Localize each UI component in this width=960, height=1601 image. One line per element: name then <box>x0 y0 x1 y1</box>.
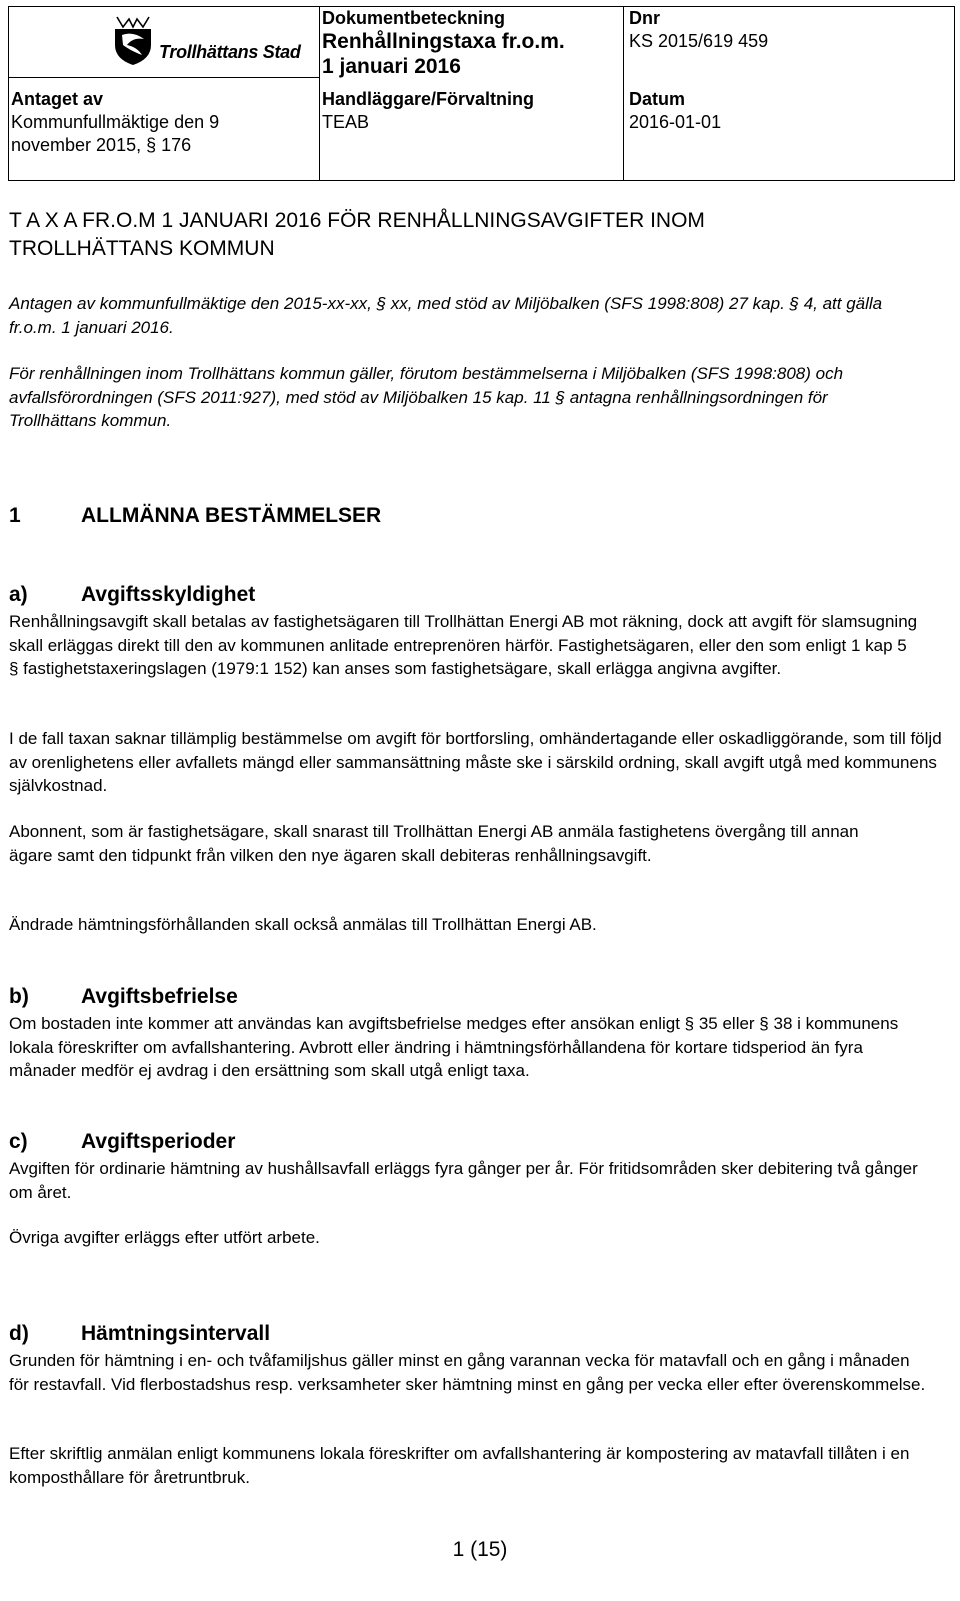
document-title: 1 januari 2016 <box>322 55 461 78</box>
subsection-letter: d) <box>9 1322 29 1345</box>
paragraph: Avgiften för ordinarie hämtning av hushållsavfall erläggs fyra gånger per år. För fritidsområden sker debitering två gånger om året. <box>9 1159 918 1202</box>
adopted-value: november 2015, § 176 <box>11 135 192 155</box>
section-heading <box>9 504 381 528</box>
title-line: T A X A FR.O.M 1 JANUARI 2016 FÖR RENHÅLLNINGSAVGIFTER INOM <box>9 209 705 232</box>
subsection-title: Hämtningsintervall <box>81 1322 271 1345</box>
paragraph: Grunden för hämtning i en- och tvåfamiljshus gäller minst en gång varannan vecka för matavfall och en gång i månaden för restavfall. Vid flerbostadshus resp. verksamheter sker hämtning minst en gång per vecka eller efter överenskommelse. <box>9 1351 926 1394</box>
paragraph: I de fall taxan saknar tillämplig bestämmelse om avgift för bortforsling, omhändertagande eller oskadliggörande, som till följd av orenlighetens eller avfallets mängd eller sammansättning måste ske i särskild ordning, skall avgift utgå med kommunens självkostnad. <box>9 729 942 795</box>
subsection-letter: b) <box>9 985 29 1008</box>
trollhattan-logo <box>109 11 323 67</box>
dnr-label: Dnr <box>629 8 660 28</box>
subsection-title: Avgiftsperioder <box>81 1130 236 1153</box>
header-divider <box>623 7 624 180</box>
paragraph: Renhållningsavgift skall betalas av fastighetsägaren till Trollhättan Energi AB mot räkning, dock att avgift för slamsugning skall erläggas direkt till den av kommunen anlitade entreprenören härför. Fastighetsägaren, eller den som enligt 1 kap 5 § fastighetstaxeringslagen (1979:1 152) kan anses som fastighetsägare, skall erlägga angivna avgifter. <box>9 612 918 678</box>
handler-value: TEAB <box>322 112 370 132</box>
dnr-value: KS 2015/619 459 <box>629 31 769 51</box>
document-header <box>8 6 955 181</box>
subsection-letter: a) <box>9 583 28 606</box>
paragraph: Abonnent, som är fastighetsägare, skall snarast till Trollhättan Energi AB anmäla fastighetens övergång till annan ägare samt den tidpunkt från vilken den nye ägaren skall debiteras renhållningsavgift. <box>9 822 859 865</box>
paragraph: Ändrade hämtningsförhållanden skall också anmälas till Trollhättan Energi AB. <box>9 915 597 934</box>
date-value: 2016-01-01 <box>629 112 722 132</box>
handler-label: Handläggare/Förvaltning <box>322 89 535 109</box>
adopted-value: Kommunfullmäktige den 9 <box>11 112 220 132</box>
date-label: Datum <box>629 89 686 109</box>
title-line: TROLLHÄTTANS KOMMUN <box>9 237 275 260</box>
paragraph: Om bostaden inte kommer att användas kan avgiftsbefrielse medges efter ansökan enligt § 35 eller § 38 i kommunens lokala föreskrifter om avfallshantering. Avbrott eller ändring i hämtningsförhållandena för kortare tidsperiod än fyra månader medför ej avdrag i den ersättning som skall utgå enligt taxa. <box>9 1014 899 1080</box>
document-designation-label: Dokumentbeteckning <box>322 8 506 28</box>
document-main-title <box>9 207 705 263</box>
adopted-label: Antaget av <box>11 89 104 109</box>
intro-paragraph: För renhållningen inom Trollhättans kommun gäller, förutom bestämmelserna i Miljöbalken (SFS 1998:808) och avfallsförordningen (SFS 2011:927), med stöd av Miljöbalken 15 kap. 11 § antagna renhållningsordningen för Trollhättans kommun. <box>9 364 844 430</box>
subsection-title: Avgiftsskyldighet <box>81 583 256 606</box>
subsection-title: Avgiftsbefrielse <box>81 985 238 1008</box>
subsection-letter: c) <box>9 1130 28 1153</box>
coat-of-arms-icon <box>109 11 157 67</box>
document-title: Renhållningstaxa fr.o.m. <box>322 30 565 53</box>
subsection-heading <box>9 1322 270 1346</box>
paragraph: Övriga avgifter erläggs efter utfört arbete. <box>9 1228 320 1247</box>
section-title: ALLMÄNNA BESTÄMMELSER <box>81 504 382 527</box>
page-number: 1 (15) <box>452 1538 508 1561</box>
logo-wordmark: Trollhättans Stad <box>159 42 301 62</box>
paragraph: Efter skriftlig anmälan enligt kommunens lokala föreskrifter om avfallshantering är kompostering av matavfall tillåten i en komposthållare för åretruntbruk. <box>9 1444 910 1487</box>
section-number: 1 <box>9 504 21 527</box>
subsection-heading <box>9 583 255 607</box>
subsection-heading <box>9 1130 235 1154</box>
intro-paragraph: Antagen av kommunfullmäktige den 2015-xx-xx, § xx, med stöd av Miljöbalken (SFS 1998:808) 27 kap. § 4, att gälla fr.o.m. 1 januari 2016. <box>9 294 883 337</box>
header-divider <box>9 77 319 78</box>
subsection-heading <box>9 985 238 1009</box>
